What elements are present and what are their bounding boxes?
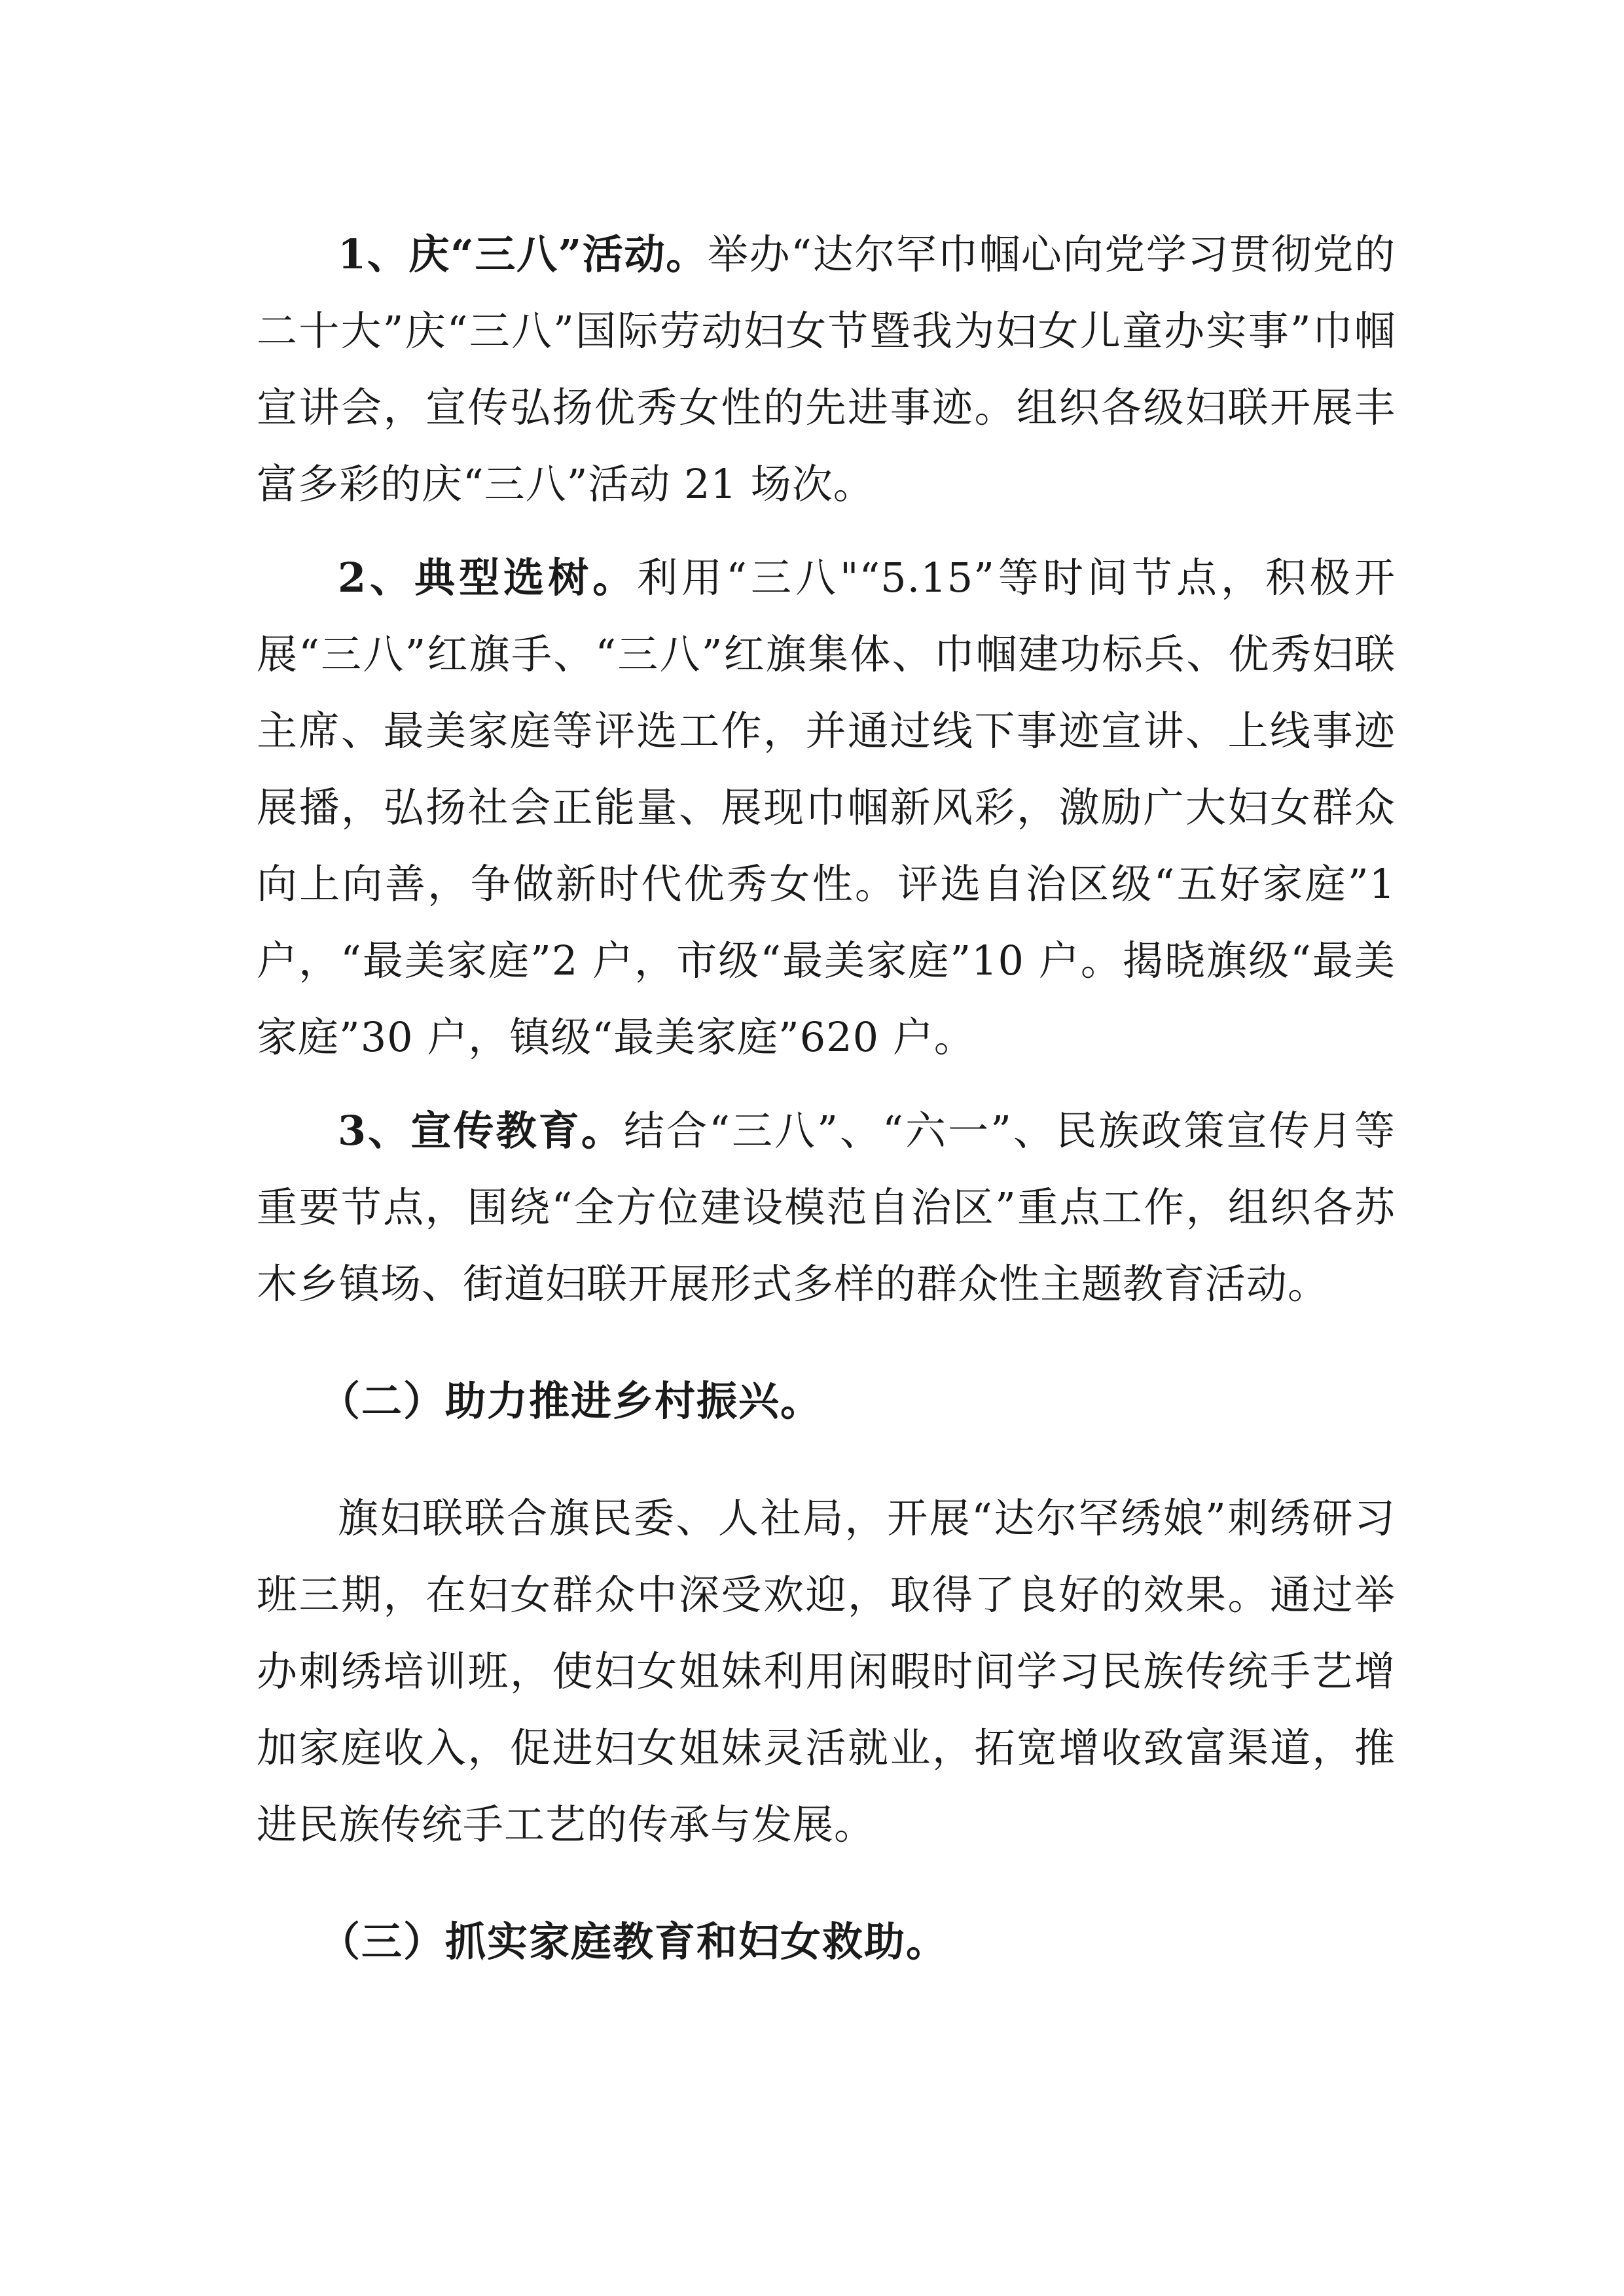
paragraph-title: 2、典型选树。	[338, 554, 638, 601]
paragraph-body: 结合“三八”、“六一”、民族政策宣传月等重要节点，围绕“全方位建设模范自治区”重点工作，组织各苏木乡镇场、街道妇联开展形式多样的群众性主题教育活动。	[257, 1107, 1396, 1308]
section-heading-rural-revitalization: （二）助力推进乡村振兴。	[319, 1377, 823, 1425]
paragraph-title: 1、庆“三八”活动。	[338, 230, 708, 278]
paragraph-publicity-education	[257, 1092, 1396, 1322]
paragraph-title: 3、宣传教育。	[338, 1107, 624, 1155]
paragraph-embroidery-class	[257, 1480, 1396, 1863]
section-heading-family-education: （三）抓实家庭教育和妇女救助。	[319, 1918, 948, 1965]
paragraph-typical-selection	[257, 539, 1396, 1075]
paragraph-body: 利用“三八"“5.15”等时间节点，积极开展“三八”红旗手、“三八”红旗集体、巾帼建功标兵、优秀妇联主席、最美家庭等评选工作，并通过线下事迹宣讲、上线事迹展播，弘扬社会正能量、展现巾帼新风彩，激励广大妇女群众向上向善，争做新时代优秀女性。评选自治区级“五好家庭”1 户，“最美家庭”2 户，市级“最美家庭”10 户。揭晓旗级“最美家庭”30 户，镇级“最美家庭”620 户。	[257, 554, 1396, 1061]
paragraph-body: 旗妇联联合旗民委、人社局，开展“达尔罕绣娘”刺绣研习班三期，在妇女群众中深受欢迎，取得了良好的效果。通过举办刺绣培训班，使妇女姐妹利用闲暇时间学习民族传统手艺增加家庭收入，促进妇女姐妹灵活就业，拓宽增收致富渠道，推进民族传统手工艺的传承与发展。	[257, 1494, 1396, 1848]
paragraph-celebrate-march-8	[257, 216, 1396, 522]
document-page	[257, 216, 1396, 2020]
paragraph-body: 举办“达尔罕巾帼心向党学习贯彻党的二十大”庆“三八”国际劳动妇女节暨我为妇女儿童办实事”巾帼宣讲会，宣传弘扬优秀女性的先进事迹。组织各级妇联开展丰富多彩的庆“三八”活动 21 场次。	[257, 230, 1396, 508]
